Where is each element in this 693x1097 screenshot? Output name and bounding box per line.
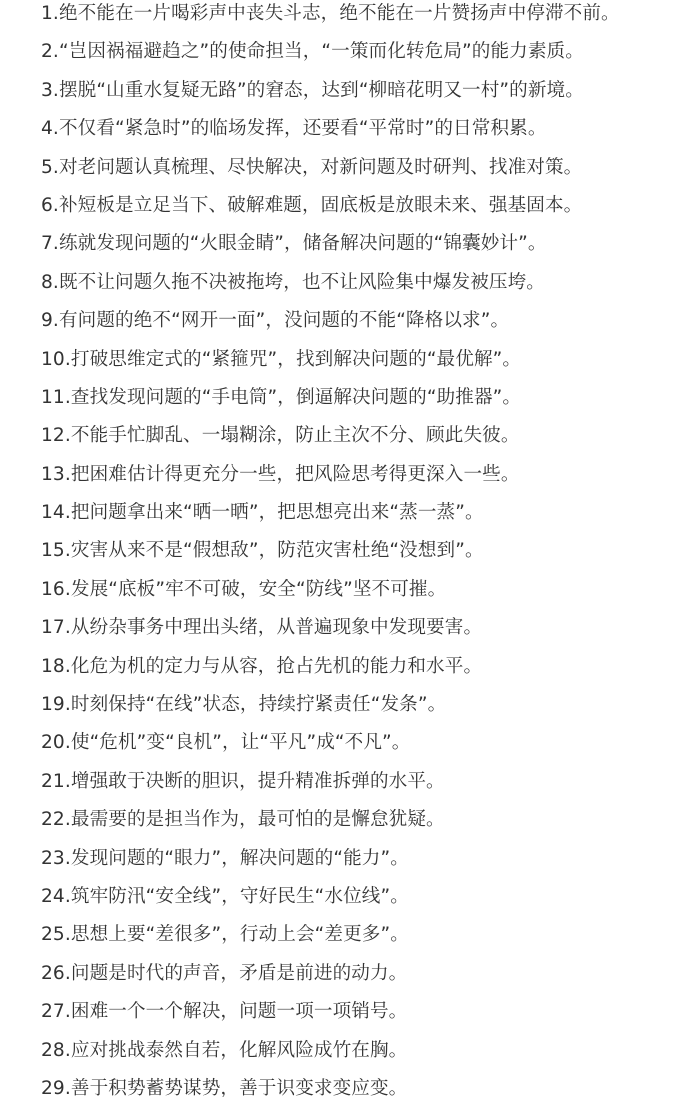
list-item: 17.从纷杂事务中理出头绪，从普遍现象中发现要害。	[41, 617, 483, 639]
list-item: 14.把问题拿出来“晒一晒”，把思想亮出来“蒸一蒸”。	[41, 502, 484, 524]
list-item: 1.绝不能在一片喝彩声中丧失斗志，绝不能在一片赞扬声中停滞不前。	[41, 3, 620, 24]
list-item: 18.化危为机的定力与从容，抢占先机的能力和水平。	[41, 655, 483, 677]
list-item: 24.筑牢防汛“安全线”，守好民生“水位线”。	[41, 885, 409, 907]
list-item: 3.摆脱“山重水复疑无路”的窘态，达到“柳暗花明又一村”的新境。	[41, 79, 584, 101]
list-item: 21.增强敢于决断的胆识，提升精准拆弹的水平。	[41, 770, 445, 792]
list-item: 11.查找发现问题的“手电筒”，倒逼解决问题的“助推器”。	[41, 386, 522, 408]
list-item: 29.善于积势蓄势谋势，善于识变求变应变。	[41, 1077, 408, 1097]
list-item: 6.补短板是立足当下、破解难题，固底板是放眼未来、强基固本。	[41, 194, 583, 216]
list-item: 10.打破思维定式的“紧箍咒”，找到解决问题的“最优解”。	[41, 348, 522, 370]
phrase-list	[41, 2, 693, 1097]
list-item: 13.把困难估计得更充分一些，把风险思考得更深入一些。	[41, 463, 520, 485]
list-item: 23.发现问题的“眼力”，解决问题的“能力”。	[41, 847, 409, 869]
list-item: 22.最需要的是担当作为，最可怕的是懈怠犹疑。	[41, 809, 445, 831]
list-item: 5.对老问题认真梳理、尽快解决，对新问题及时研判、找准对策。	[41, 156, 583, 178]
list-item: 9.有问题的绝不“网开一面”，没问题的不能“降格以求”。	[41, 310, 510, 332]
list-item: 7.练就发现问题的“火眼金睛”，储备解决问题的“锦囊妙计”。	[41, 233, 547, 255]
list-item: 12.不能手忙脚乱、一塌糊涂，防止主次不分、顾此失彼。	[41, 425, 520, 447]
list-item: 20.使“危机”变“良机”，让“平凡”成“不凡”。	[41, 732, 411, 754]
list-item: 8.既不让问题久拖不决被拖垮，也不让风险集中爆发被压垮。	[41, 271, 545, 293]
list-item: 2.“岂因祸福避趋之”的使命担当，“一策而化转危局”的能力素质。	[41, 41, 584, 63]
list-item: 16.发展“底板”牢不可破，安全“防线”坚不可摧。	[41, 578, 447, 600]
list-item: 27.困难一个一个解决，问题一项一项销号。	[41, 1001, 408, 1023]
list-item: 26.问题是时代的声音，矛盾是前进的动力。	[41, 962, 408, 984]
list-item: 15.灾害从来不是“假想敌”，防范灾害杜绝“没想到”。	[41, 540, 484, 562]
list-item: 4.不仅看“紧急时”的临场发挥，还要看“平常时”的日常积累。	[41, 118, 547, 140]
list-item: 28.应对挑战泰然自若，化解风险成竹在胸。	[41, 1039, 408, 1061]
list-item: 19.时刻保持“在线”状态，持续拧紧责任“发条”。	[41, 694, 447, 716]
list-item: 25.思想上要“差很多”，行动上会“差更多”。	[41, 924, 409, 946]
